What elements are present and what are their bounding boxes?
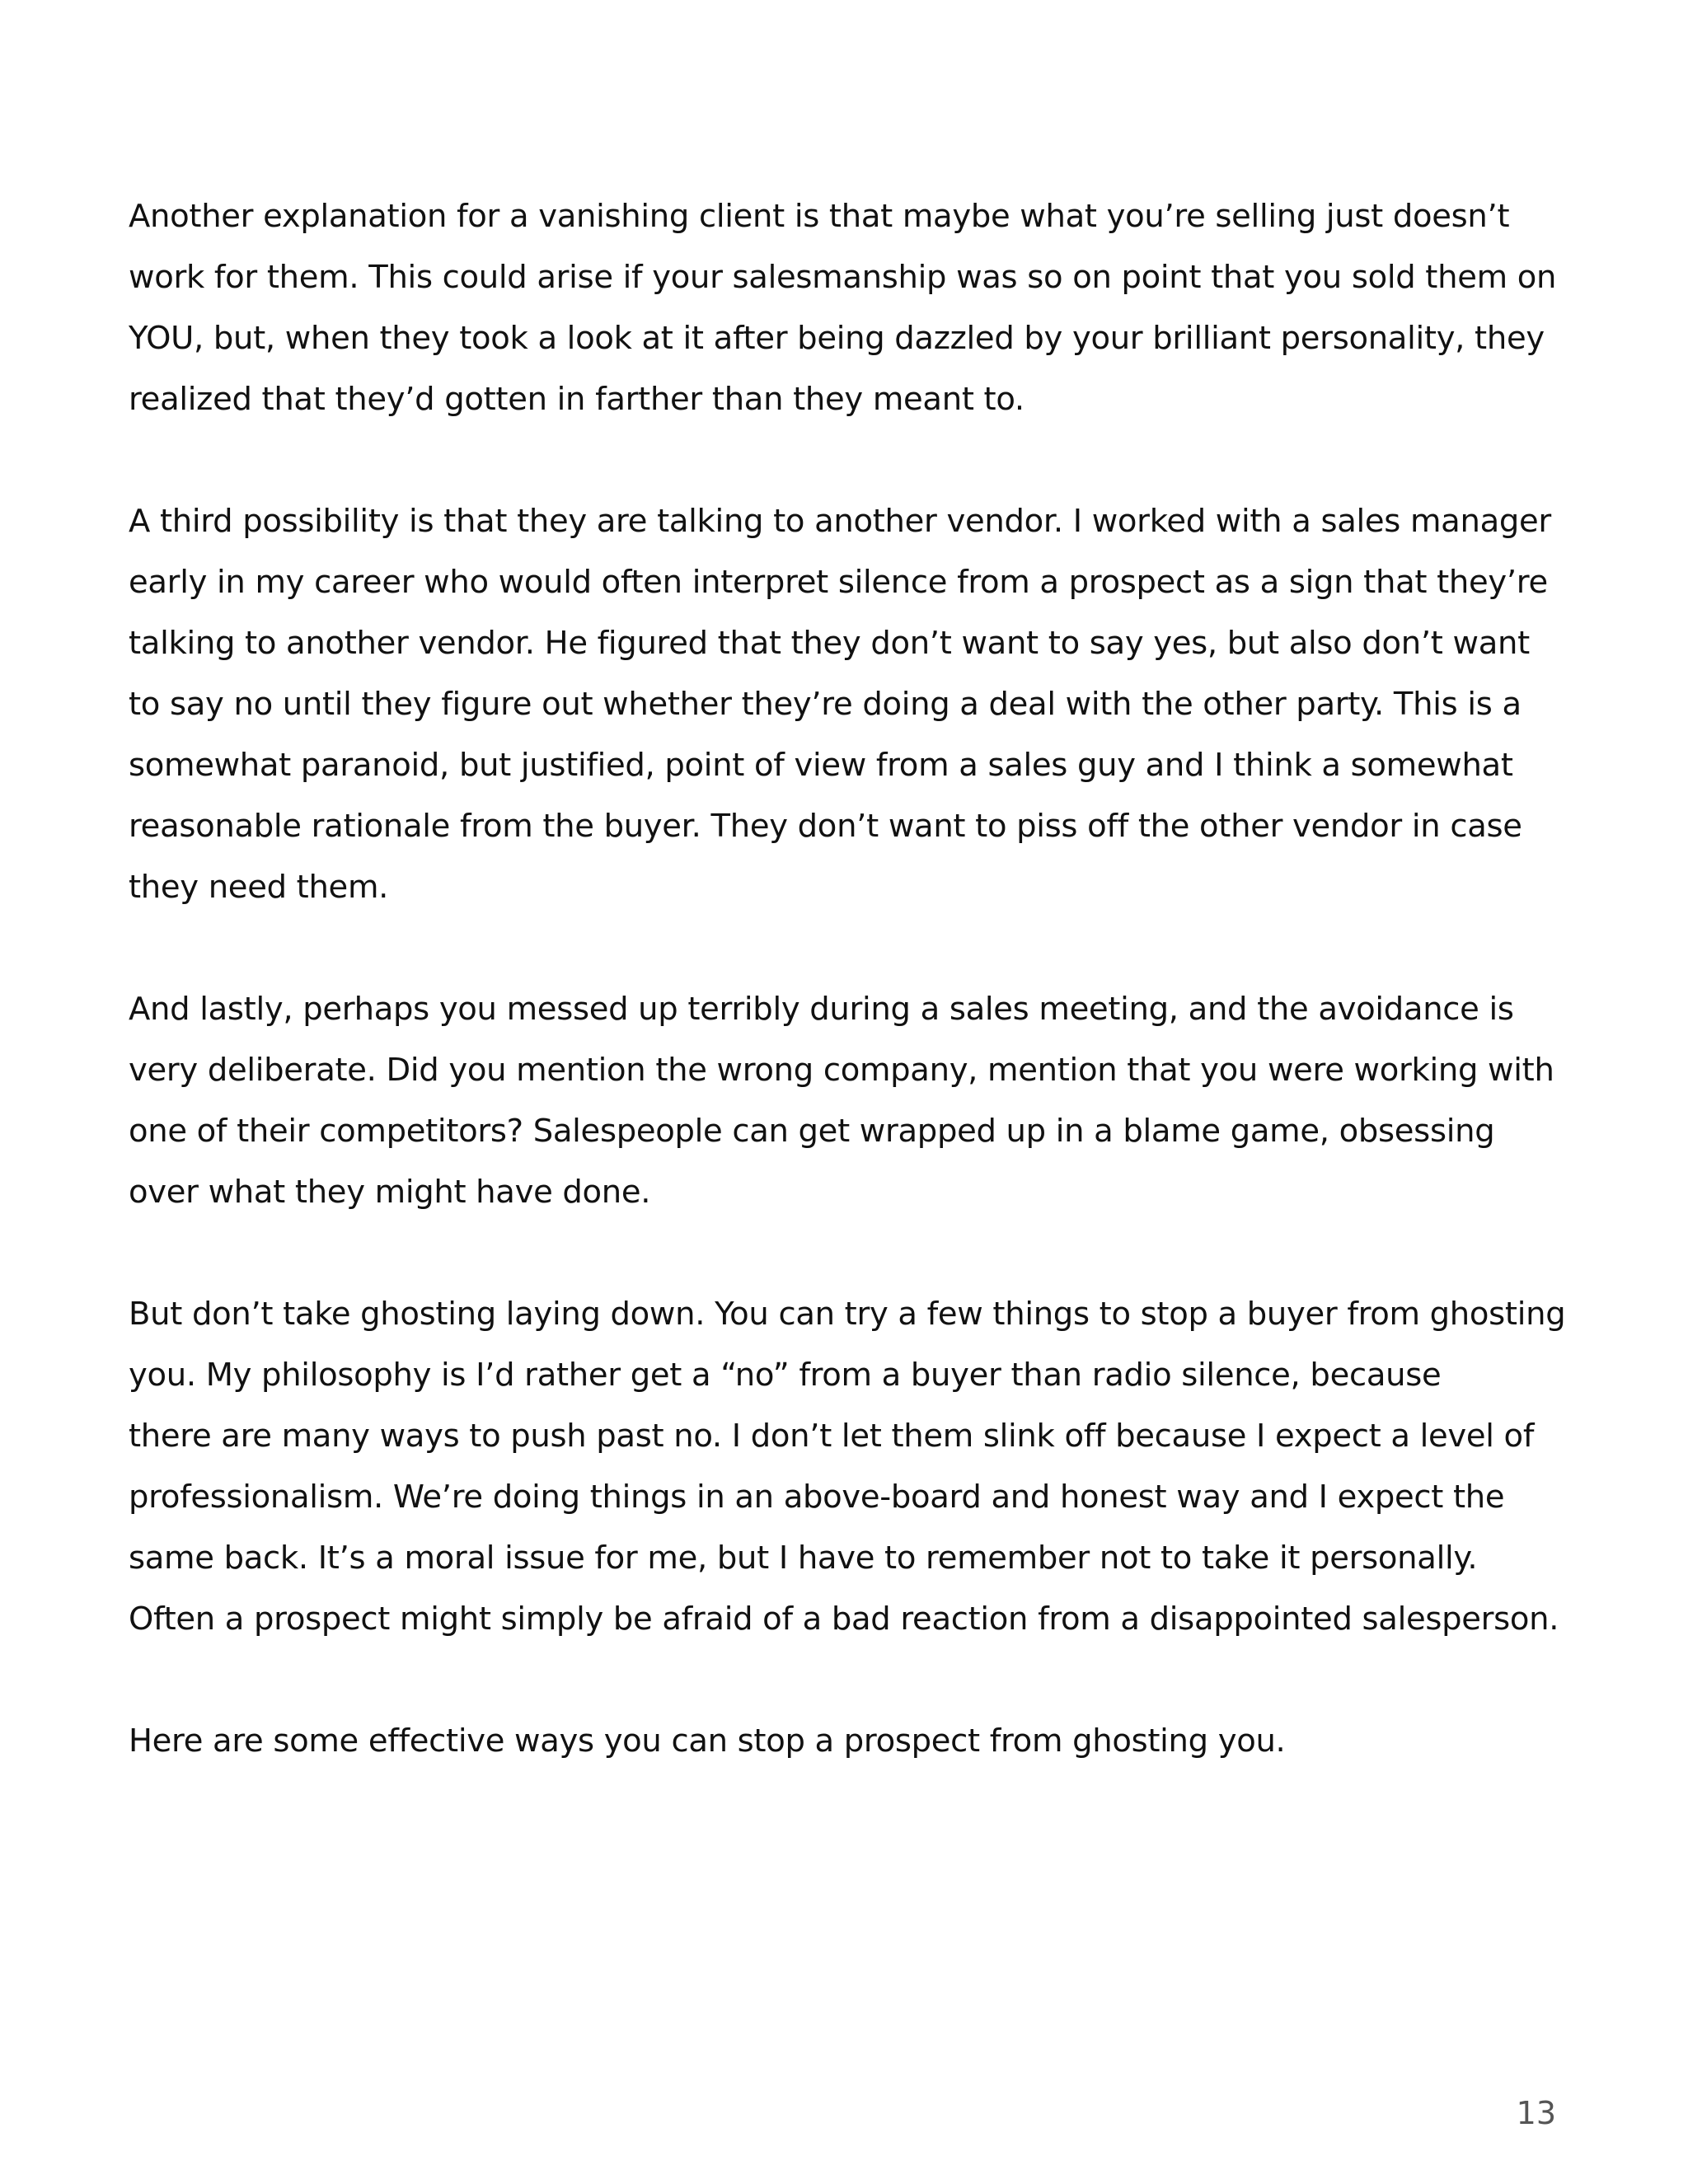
text-line: professionalism. We’re doing things in an above-board and honest way and I expect the (129, 1479, 1505, 1516)
text-line: they need them. (129, 869, 389, 906)
text-line: Another explanation for a vanishing client is that maybe what you’re selling just doesn’t (129, 198, 1510, 235)
paragraph-effective-ways (129, 1711, 1563, 1772)
text-line: talking to another vendor. He figured that they don’t want to say yes, but also don’t want (129, 625, 1530, 662)
text-line: work for them. This could arise if your salesmanship was so on point that you sold them on (129, 259, 1557, 296)
text-line: realized that they’d gotten in farther than they meant to. (129, 381, 1025, 418)
text-line: there are many ways to push past no. I don’t let them slink off because I expect a level of (129, 1418, 1535, 1455)
text-line: Often a prospect might simply be afraid of a bad reaction from a disappointed salesperson. (129, 1601, 1559, 1638)
text-line: same back. It’s a moral issue for me, but I have to remember not to take it personally. (129, 1540, 1478, 1577)
text-line: Here are some effective ways you can stop a prospect from ghosting you. (129, 1722, 1286, 1760)
page-number: 13 (1516, 2095, 1556, 2131)
body-text (129, 186, 1566, 1772)
paragraph-sales-meeting (129, 979, 1563, 1223)
text-line: over what they might have done. (129, 1174, 651, 1211)
text-line: reasonable rationale from the buyer. They don’t want to piss off the other vendor in case (129, 808, 1522, 845)
paragraph-ghosting (129, 1284, 1566, 1650)
text-line: And lastly, perhaps you messed up terribly during a sales meeting, and the avoidance is (129, 991, 1514, 1028)
text-line: to say no until they figure out whether they’re doing a deal with the other party. This is a (129, 686, 1522, 723)
paragraph-vanishing-client (129, 186, 1563, 430)
text-line: A third possibility is that they are talking to another vendor. I worked with a sales manager (129, 503, 1551, 540)
text-line: you. My philosophy is I’d rather get a “no” from a buyer than radio silence, because (129, 1357, 1442, 1394)
text-line: one of their competitors? Salespeople can get wrapped up in a blame game, obsessing (129, 1113, 1495, 1150)
paragraph-another-vendor (129, 491, 1563, 918)
text-line: somewhat paranoid, but justified, point of view from a sales guy and I think a somewhat (129, 747, 1513, 784)
text-line: YOU, but, when they took a look at it after being dazzled by your brilliant personality, they (129, 320, 1545, 357)
text-line: early in my career who would often interpret silence from a prospect as a sign that they’re (129, 564, 1548, 601)
text-line: But don’t take ghosting laying down. You can try a few things to stop a buyer from ghosting (129, 1296, 1566, 1333)
text-line: very deliberate. Did you mention the wrong company, mention that you were working with (129, 1052, 1554, 1089)
